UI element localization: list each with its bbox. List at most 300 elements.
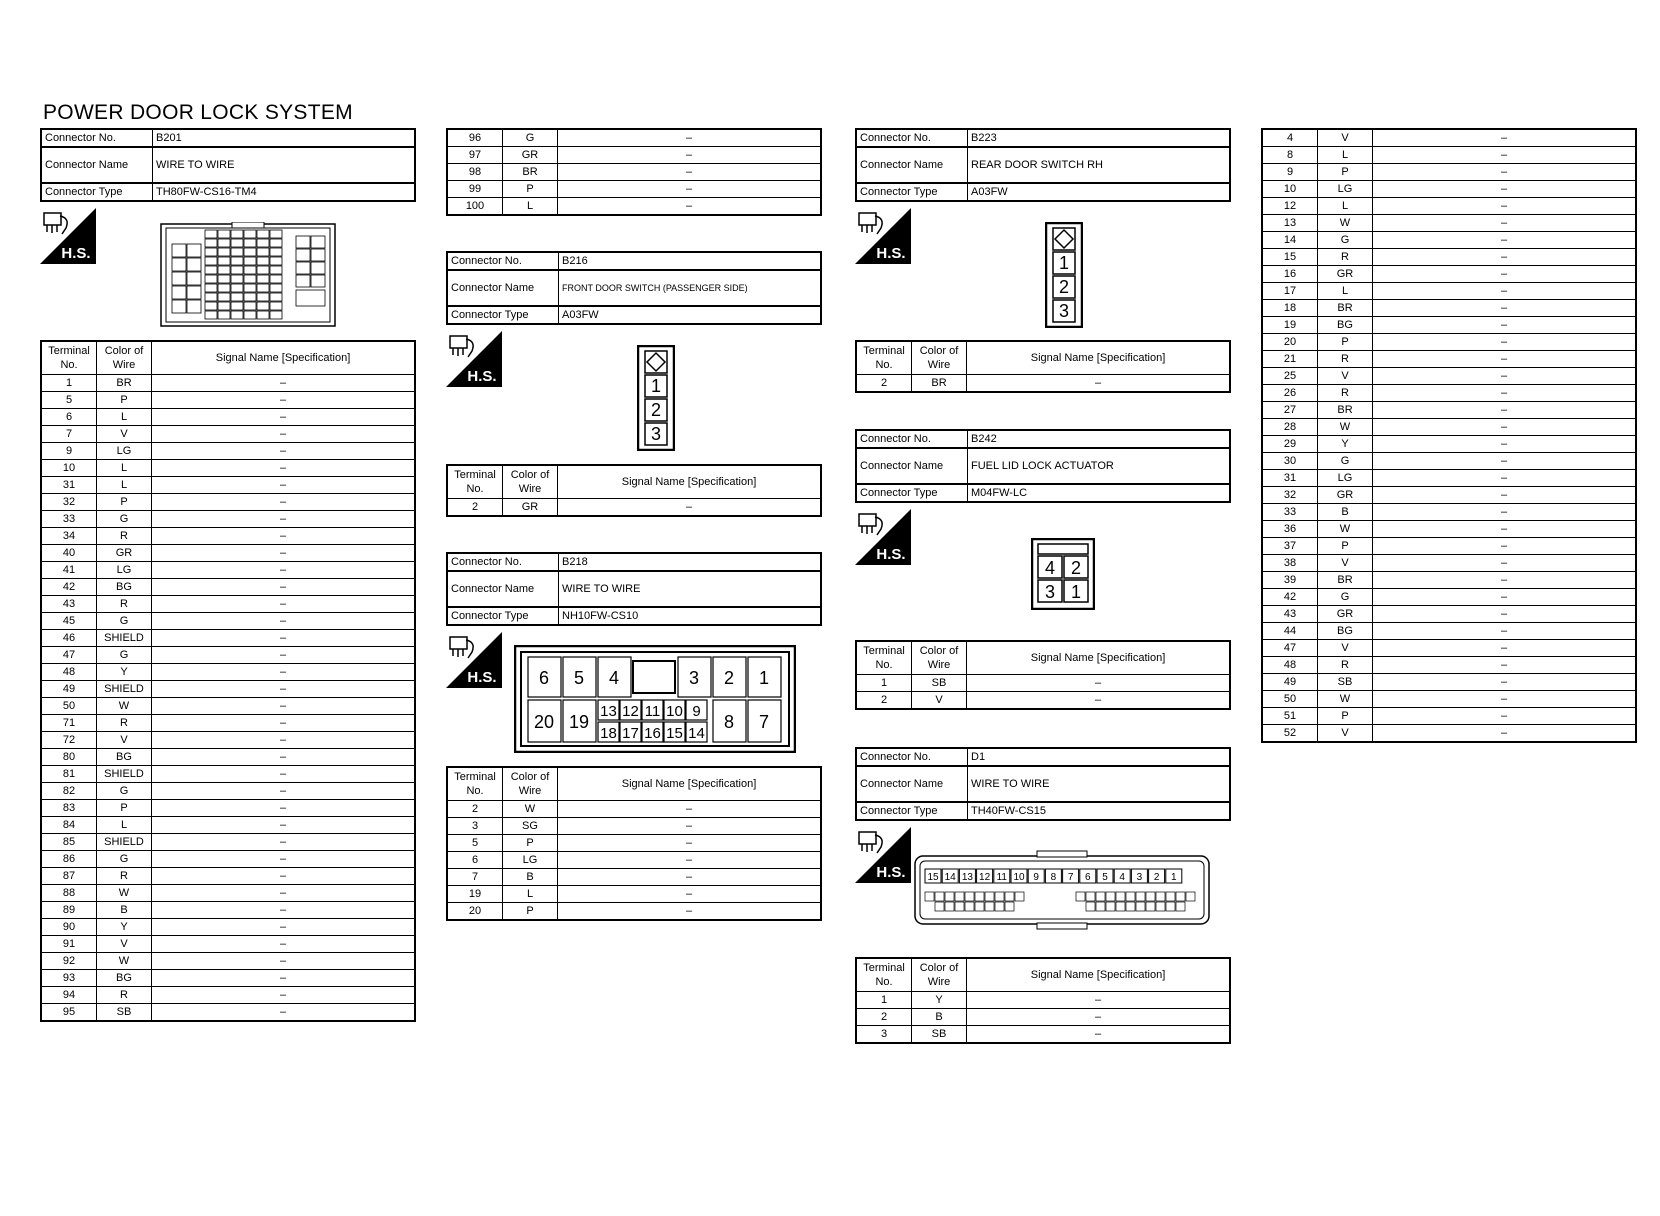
pin-label: 8: [723, 712, 735, 732]
signal-name: –: [152, 749, 416, 766]
terminal-no: 29: [1262, 436, 1318, 453]
signal-name: –: [1373, 129, 1637, 147]
connector-name-value: WIRE TO WIRE: [559, 571, 822, 607]
terminal-table-b216: [446, 464, 822, 517]
terminal-table-b218: [446, 766, 822, 921]
table-row: [41, 630, 415, 647]
signal-name: –: [152, 885, 416, 902]
wire-color: L: [97, 460, 152, 477]
terminal-no: 49: [41, 681, 97, 698]
signal-name: –: [152, 681, 416, 698]
signal-name: –: [558, 801, 822, 818]
signal-name: –: [152, 528, 416, 545]
connector-no-value: B223: [968, 129, 1231, 147]
terminal-no: 52: [1262, 725, 1318, 743]
connector-face-b216: [637, 345, 675, 456]
connector-header-b216: [446, 251, 822, 325]
table-row: [447, 852, 821, 869]
signal-name: –: [558, 835, 822, 852]
table-row: [1262, 538, 1636, 555]
signal-name: –: [152, 919, 416, 936]
table-row: [41, 919, 415, 936]
pin-label: 3: [650, 424, 662, 444]
terminal-table-b201-continued: [446, 128, 822, 216]
table-row: [1262, 640, 1636, 657]
label-connector-type: Connector Type: [856, 802, 968, 820]
hs-label: H.S.: [467, 669, 497, 686]
table-row: [41, 613, 415, 630]
wire-color: LG: [1318, 470, 1373, 487]
wire-color: L: [97, 477, 152, 494]
signal-name: –: [152, 545, 416, 562]
label-connector-no: Connector No.: [856, 430, 968, 448]
hs-icon: [40, 208, 96, 264]
pin-label: 3: [1058, 301, 1070, 321]
wire-color: R: [97, 868, 152, 885]
label-connector-no: Connector No.: [856, 748, 968, 766]
wire-color: GR: [1318, 266, 1373, 283]
col-terminal-no: Terminal No.: [856, 958, 912, 992]
label-connector-name: Connector Name: [856, 147, 968, 183]
connector-face-b201-drawing: [160, 222, 336, 328]
wire-color: V: [912, 692, 967, 710]
signal-name: –: [558, 499, 822, 517]
wire-color: GR: [503, 147, 558, 164]
terminal-no: 86: [41, 851, 97, 868]
table-row: [1262, 674, 1636, 691]
col-signal-name: Signal Name [Specification]: [967, 641, 1231, 675]
signal-name: –: [1373, 589, 1637, 606]
signal-name: –: [1373, 300, 1637, 317]
table-row: [447, 801, 821, 818]
terminal-no: 20: [1262, 334, 1318, 351]
signal-name: –: [1373, 521, 1637, 538]
signal-name: –: [967, 1009, 1231, 1026]
terminal-no: 71: [41, 715, 97, 732]
col-terminal-no: Terminal No.: [856, 341, 912, 375]
signal-name: –: [1373, 317, 1637, 334]
terminal-no: 17: [1262, 283, 1318, 300]
terminal-no: 46: [41, 630, 97, 647]
wire-color: W: [97, 953, 152, 970]
terminal-no: 5: [41, 392, 97, 409]
wire-color: BR: [1318, 300, 1373, 317]
table-row: [1262, 419, 1636, 436]
terminal-table-b223: [855, 340, 1231, 393]
table-row: [1262, 504, 1636, 521]
col-color-of-wire: Color of Wire: [503, 767, 558, 801]
table-row: [41, 885, 415, 902]
hs-label: H.S.: [876, 245, 906, 262]
hs-label: H.S.: [876, 546, 906, 563]
table-row: [856, 692, 1230, 710]
col-color-of-wire: Color of Wire: [912, 641, 967, 675]
wire-color: W: [1318, 215, 1373, 232]
terminal-no: 5: [447, 835, 503, 852]
terminal-no: 100: [447, 198, 503, 216]
terminal-no: 88: [41, 885, 97, 902]
wire-color: V: [1318, 129, 1373, 147]
signal-name: –: [558, 198, 822, 216]
pin-label: 2: [1153, 872, 1160, 883]
terminal-table-b242: [855, 640, 1231, 710]
wire-color: Y: [1318, 436, 1373, 453]
hs-icon: [855, 509, 911, 565]
terminal-no: 95: [41, 1004, 97, 1022]
connector-type-value: NH10FW-CS10: [559, 607, 822, 625]
wire-color: P: [97, 494, 152, 511]
wire-color: G: [1318, 232, 1373, 249]
label-connector-type: Connector Type: [856, 484, 968, 502]
wire-color: G: [97, 851, 152, 868]
terminal-no: 45: [41, 613, 97, 630]
signal-name: –: [1373, 657, 1637, 674]
signal-name: –: [152, 460, 416, 477]
connector-header-b201: [40, 128, 416, 202]
wire-color: L: [1318, 198, 1373, 215]
wire-color: Y: [97, 664, 152, 681]
terminal-no: 9: [1262, 164, 1318, 181]
signal-name: –: [1373, 487, 1637, 504]
pin-label: 17: [622, 725, 639, 742]
terminal-no: 2: [447, 499, 503, 517]
table-row: [447, 147, 821, 164]
signal-name: –: [1373, 453, 1637, 470]
pin-label: 7: [758, 712, 770, 732]
pin-label: 4: [1044, 558, 1056, 578]
table-row: [1262, 487, 1636, 504]
table-row: [41, 596, 415, 613]
col-signal-name: Signal Name [Specification]: [558, 767, 822, 801]
connector-type-value: TH40FW-CS15: [968, 802, 1231, 820]
wire-color: BG: [97, 579, 152, 596]
col-color-of-wire: Color of Wire: [97, 341, 152, 375]
table-row: [41, 562, 415, 579]
terminal-no: 10: [41, 460, 97, 477]
connector-type-value: A03FW: [559, 306, 822, 324]
table-row: [447, 903, 821, 921]
terminal-no: 12: [1262, 198, 1318, 215]
terminal-no: 33: [41, 511, 97, 528]
wire-color: G: [97, 647, 152, 664]
table-row: [447, 869, 821, 886]
signal-name: –: [152, 647, 416, 664]
wire-color: SB: [912, 1026, 967, 1044]
pin-label: 4: [1119, 872, 1125, 883]
signal-name: –: [1373, 708, 1637, 725]
table-row: [41, 987, 415, 1004]
terminal-no: 31: [1262, 470, 1318, 487]
wire-color: SHIELD: [97, 681, 152, 698]
label-connector-type: Connector Type: [856, 183, 968, 201]
table-row: [41, 1004, 415, 1022]
table-row: [41, 715, 415, 732]
terminal-no: 87: [41, 868, 97, 885]
pin-label: 12: [979, 872, 991, 883]
pin-label: 11: [996, 872, 1007, 883]
wire-color: R: [97, 596, 152, 613]
table-row: [41, 902, 415, 919]
pin-label: 14: [944, 872, 956, 883]
signal-name: –: [152, 409, 416, 426]
connector-name-value: FRONT DOOR SWITCH (PASSENGER SIDE): [559, 270, 822, 306]
terminal-no: 47: [1262, 640, 1318, 657]
signal-name: –: [1373, 198, 1637, 215]
terminal-no: 42: [41, 579, 97, 596]
table-row: [41, 851, 415, 868]
table-row: [41, 749, 415, 766]
table-row: [1262, 657, 1636, 674]
table-row: [41, 426, 415, 443]
terminal-no: 14: [1262, 232, 1318, 249]
terminal-no: 7: [41, 426, 97, 443]
table-row: [1262, 606, 1636, 623]
wire-color: R: [1318, 657, 1373, 674]
label-connector-type: Connector Type: [41, 183, 153, 201]
terminal-no: 26: [1262, 385, 1318, 402]
signal-name: –: [1373, 504, 1637, 521]
terminal-no: 27: [1262, 402, 1318, 419]
signal-name: –: [1373, 283, 1637, 300]
wire-color: G: [97, 783, 152, 800]
pin-label: 18: [600, 725, 617, 742]
wire-color: V: [97, 732, 152, 749]
terminal-no: 81: [41, 766, 97, 783]
terminal-no: 94: [41, 987, 97, 1004]
signal-name: –: [558, 129, 822, 147]
label-connector-type: Connector Type: [447, 607, 559, 625]
wire-color: L: [1318, 147, 1373, 164]
terminal-no: 83: [41, 800, 97, 817]
terminal-no: 38: [1262, 555, 1318, 572]
pin-label: 19: [568, 712, 590, 732]
signal-name: –: [558, 886, 822, 903]
wire-color: Y: [912, 992, 967, 1009]
connector-type-value: A03FW: [968, 183, 1231, 201]
table-row: [447, 499, 821, 517]
label-connector-name: Connector Name: [856, 448, 968, 484]
table-row: [41, 953, 415, 970]
terminal-no: 2: [856, 1009, 912, 1026]
terminal-no: 1: [856, 675, 912, 692]
wire-color: V: [1318, 555, 1373, 572]
pin-label: 3: [688, 668, 700, 688]
table-header-row: [447, 767, 821, 801]
table-row: [41, 647, 415, 664]
terminal-no: 40: [41, 545, 97, 562]
signal-name: –: [152, 426, 416, 443]
wire-color: W: [1318, 691, 1373, 708]
terminal-no: 34: [41, 528, 97, 545]
terminal-no: 93: [41, 970, 97, 987]
wire-color: G: [503, 129, 558, 147]
signal-name: –: [152, 579, 416, 596]
wire-color: R: [97, 528, 152, 545]
wire-color: L: [97, 817, 152, 834]
wire-color: BR: [912, 375, 967, 393]
signal-name: –: [558, 852, 822, 869]
terminal-no: 8: [1262, 147, 1318, 164]
wire-color: B: [1318, 504, 1373, 521]
table-row: [1262, 351, 1636, 368]
table-row: [41, 409, 415, 426]
wire-color: L: [503, 198, 558, 216]
terminal-no: 99: [447, 181, 503, 198]
pin-label: 10: [666, 703, 683, 720]
pin-label: 14: [688, 725, 705, 742]
table-row: [1262, 725, 1636, 743]
table-row: [41, 460, 415, 477]
terminal-no: 19: [447, 886, 503, 903]
signal-name: –: [152, 953, 416, 970]
col-signal-name: Signal Name [Specification]: [558, 465, 822, 499]
pin-label: 4: [608, 668, 620, 688]
signal-name: –: [558, 181, 822, 198]
table-row: [1262, 691, 1636, 708]
table-row: [41, 477, 415, 494]
col-signal-name: Signal Name [Specification]: [967, 341, 1231, 375]
table-row: [41, 579, 415, 596]
signal-name: –: [1373, 385, 1637, 402]
terminal-no: 33: [1262, 504, 1318, 521]
pin-label: 3: [1044, 582, 1056, 602]
signal-name: –: [152, 987, 416, 1004]
terminal-no: 43: [41, 596, 97, 613]
connector-face-b218: [514, 645, 796, 758]
label-connector-name: Connector Name: [447, 571, 559, 607]
terminal-no: 25: [1262, 368, 1318, 385]
table-row: [41, 732, 415, 749]
connector-header-b242: [855, 429, 1231, 503]
terminal-no: 82: [41, 783, 97, 800]
terminal-no: 15: [1262, 249, 1318, 266]
table-row: [41, 698, 415, 715]
wire-color: BG: [1318, 317, 1373, 334]
table-row: [41, 494, 415, 511]
wire-color: V: [1318, 368, 1373, 385]
terminal-no: 47: [41, 647, 97, 664]
terminal-no: 50: [1262, 691, 1318, 708]
signal-name: –: [152, 392, 416, 409]
signal-name: –: [1373, 640, 1637, 657]
hs-icon-drawing: [855, 509, 911, 565]
wire-color: B: [503, 869, 558, 886]
label-connector-no: Connector No.: [447, 553, 559, 571]
terminal-no: 50: [41, 698, 97, 715]
wire-color: P: [1318, 164, 1373, 181]
table-row: [856, 1009, 1230, 1026]
table-header-row: [856, 641, 1230, 675]
terminal-no: 98: [447, 164, 503, 181]
wire-color: BR: [1318, 402, 1373, 419]
signal-name: –: [1373, 164, 1637, 181]
terminal-no: 72: [41, 732, 97, 749]
signal-name: –: [967, 992, 1231, 1009]
table-header-row: [856, 341, 1230, 375]
signal-name: –: [1373, 249, 1637, 266]
terminal-no: 6: [41, 409, 97, 426]
table-row: [1262, 266, 1636, 283]
col-terminal-no: Terminal No.: [447, 465, 503, 499]
table-row: [447, 164, 821, 181]
table-row: [41, 511, 415, 528]
table-row: [1262, 521, 1636, 538]
table-row: [41, 443, 415, 460]
table-row: [447, 181, 821, 198]
signal-name: –: [558, 869, 822, 886]
terminal-no: 28: [1262, 419, 1318, 436]
signal-name: –: [967, 692, 1231, 710]
signal-name: –: [1373, 334, 1637, 351]
table-row: [1262, 334, 1636, 351]
hs-icon-drawing: [855, 208, 911, 264]
wire-color: BG: [97, 749, 152, 766]
table-row: [41, 783, 415, 800]
terminal-table-b201: [40, 340, 416, 1022]
wire-color: SHIELD: [97, 766, 152, 783]
pin-label: 15: [666, 725, 683, 742]
wire-color: BG: [97, 970, 152, 987]
label-connector-no: Connector No.: [447, 252, 559, 270]
col-signal-name: Signal Name [Specification]: [967, 958, 1231, 992]
signal-name: –: [1373, 691, 1637, 708]
wire-color: GR: [1318, 606, 1373, 623]
pin-label: 10: [1013, 872, 1025, 883]
table-row: [41, 817, 415, 834]
signal-name: –: [152, 375, 416, 392]
wire-color: L: [97, 409, 152, 426]
table-row: [1262, 181, 1636, 198]
terminal-no: 92: [41, 953, 97, 970]
signal-name: –: [1373, 232, 1637, 249]
terminal-no: 16: [1262, 266, 1318, 283]
pin-label: 1: [1070, 582, 1082, 602]
connector-header-b223: [855, 128, 1231, 202]
table-row: [856, 375, 1230, 393]
wire-color: SHIELD: [97, 834, 152, 851]
terminal-no: 9: [41, 443, 97, 460]
signal-name: –: [152, 698, 416, 715]
table-header-row: [856, 958, 1230, 992]
col-signal-name: Signal Name [Specification]: [152, 341, 416, 375]
terminal-no: 48: [41, 664, 97, 681]
connector-no-value: B242: [968, 430, 1231, 448]
signal-name: –: [152, 511, 416, 528]
table-row: [1262, 402, 1636, 419]
table-row: [1262, 147, 1636, 164]
table-row: [1262, 436, 1636, 453]
wire-color: GR: [503, 499, 558, 517]
terminal-no: 6: [447, 852, 503, 869]
wire-color: V: [97, 426, 152, 443]
wire-color: R: [1318, 385, 1373, 402]
signal-name: –: [152, 834, 416, 851]
table-row: [1262, 164, 1636, 181]
pin-label: 2: [723, 668, 735, 688]
terminal-no: 13: [1262, 215, 1318, 232]
terminal-no: 37: [1262, 538, 1318, 555]
terminal-no: 41: [41, 562, 97, 579]
wire-color: P: [503, 181, 558, 198]
terminal-no: 49: [1262, 674, 1318, 691]
label-connector-name: Connector Name: [41, 147, 153, 183]
signal-name: –: [152, 494, 416, 511]
label-connector-no: Connector No.: [856, 129, 968, 147]
wire-color: BR: [97, 375, 152, 392]
wire-color: LG: [97, 443, 152, 460]
signal-name: –: [1373, 623, 1637, 640]
terminal-no: 7: [447, 869, 503, 886]
